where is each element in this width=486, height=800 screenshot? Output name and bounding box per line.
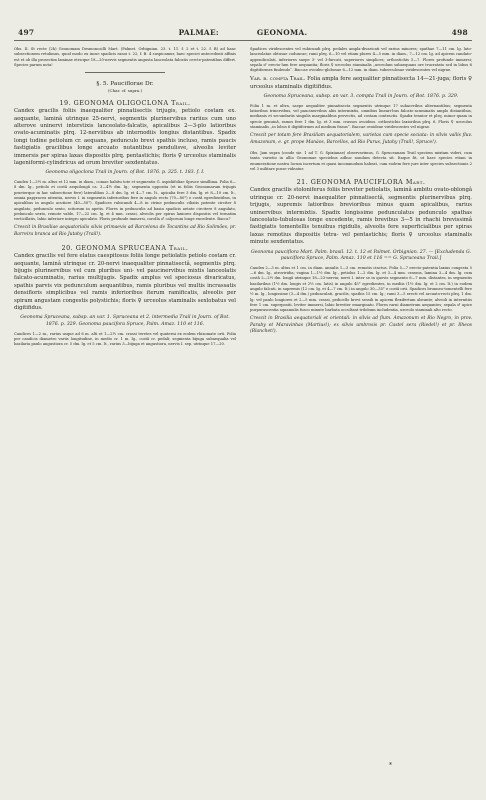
species-19-heading: 19. GEONOMA OLIGOCLONA Trail.	[59, 99, 191, 108]
variety-description: Folia 1 m. et ultra, saepe aequaliter pinnatisecta segmentis utrinque 17 subacrribus alternantibus; segmenta latioribus trinervibus, vel paucinervibus aliis intermixtis, omnibus lineari-bus falcato-acuminatis amplo distantibus, medianis et secundariis singulis marginalibus provectis, ad costam contractis. Spadix tenuior et plrq. minor quam in specie genuinâ, ramos fere 1 dm. lg. et 3 mm. crassos ovoideos. orthostichis laxioribus plrq. 6. Floris ♀ urceolus staminalis „in lobos 6 digitiformes ad medium fissus“. Baccae ovoideae viridescentes vel nigrae.	[250, 103, 472, 130]
species-19-locality: Crescit in Brasiliae aequatorialis silvis primaevis ad Barcelona de Tocantins ad Rio Solimões, pr. Barreira branca ad Rio Jutahy (Trail!).	[14, 225, 236, 237]
footer-mark: *	[389, 762, 392, 769]
section-character-note: (Char. cf. supra.)	[107, 88, 143, 94]
species-21-description: Caudex 2—3 m. altus et 1 cm. in diam. annulis 1—3 cm. remotis cinctus. Folia 5—7 erecto-patentia laxius congesta 5—6 dm. lg., atroviridia; vagina 1—1½ dm. lg., petiolus 1—2 dm. lg. et 3—4 mm. crassus, lamina 3—4 dm. lg. cum costâ 2—2½ dm. longâ utrinque 18—23-nervia; nervi I. inter se in quovis segmento 6—7 mm. distantes, in segmentis basilaribus (1½ dm. longis et 2½ cm. latis) in angulo 45° egredientes, in mediis (1½ dm. lg. et 2 cm. lt.) in eodem angulo falcati, in supremis (12 cm. lg. et 4—7 cm. lt.) in angulo 30—35° e costâ orti. Spadices brunneo-tomentelli fere ½ m. lg., longissime (3—4 dm.) pedunculati, gracilis, spathis 15 cm. lg.; rami 3—5 erecti vel arcuato-recti plrq. 1 dm. lg. vel paulo longiores et 2—5 mm. crassi, pedicello brevi sessili in apicem flexifertum abeunte; alveoli in internitiis fere 1 cm. superpositi, leviter immersi, labio breviter emarginato. Flores rarni diametrum aequantes; sepala ♂ apice purpurascentia squamulis fusco minute barbata occultant trilobum includentia, urceolo staminali alto recto.	[250, 265, 472, 313]
variety-heading: Var. β. compta Trail.	[250, 76, 306, 83]
running-title	[179, 28, 308, 37]
species-19-description: Caudex 1—2½ m. altus et 12 mm. in diam., comae habitu tote et segmentis G. aspidiifoliae Spruce simillima. Folia 6—8 dm. lg., petiolo et costâ aequilongâ ca. 3—4½ dm. lg.; segmenta opposita (et in foliis Geonomarum trijugis praeterque in hac subsectione fere) lateralibus 2—8 dm. lg. et 4—7 cm. lt., apicalia fere 3 dm. lg. et 8—10 cm. lt., omnia papyracea nitentia, nervis I. in segmentis inferioribus fere in angulo recto (70—80°) e costâ egredientibus, in apicalibus in angulo acutiore (40—50°). Spadices rubicundi 4—8 in ctrine pedunculis ciliatis patente circiter 8 angulato, pedunculo sexto, scitorum in apetis. Flores in pedunculis ad basin spadicis aetate circitere 8 angulato, pedunculo sexto, remote valde, 17—22 cm. lg. et 4 mm. crassi, alveolis per spiras laxiores dispositis vel ternatim verticillatis, labio inferiore integro apiculato. Floris profunde immersi, corolla ♂ calyceum longe excedente. Bacca?	[14, 180, 236, 222]
variety-beta	[250, 76, 472, 91]
variety-locality: Crescit per totam fere Brasiliam aequatorialem, varietas cum specie sociata: in silvis vallis fluv. Amazonum, e. gr. prope Manáos, Barcellos, ad Rio Purus, Jutahy (Trail!, Spruce!).	[250, 133, 472, 145]
species-20-diagnosis: Candex gracilis vel fere elatus caespitosus foliis longe petiolatis petiolo costam cr. aequante, laminâ utrinque cr. 20-nervi inaequaliter pinnatisectâ, segmentis plrq. bijugis plurinervibus vel cum pluribus uni- vel paucinervibus mixtis lanceolatis falcato-acuminatis, rarius multijugis. Spadix amplus vel speciosus divaricatus, spathis parvis vix pedunculum aequantibus, ramis pluribus vel multis incrassatis densifloris simplicibus vel ramis inferioribus iterum ramificatis, alveolis per spiram angustam congestis polystichis; floris ♀ urceolus staminalis sexlobatus vel digitifidus.	[14, 253, 236, 312]
left-page-number: 497	[18, 28, 35, 37]
right-running-title: GEONOMA.	[256, 28, 308, 37]
variety-diagnosis: Folia ampla fere aequaliter pinnatisecta 14—21-juga; floris ♀ urceolus staminalis digitifidus.	[250, 76, 473, 90]
left-running-title: PALMAE:	[178, 28, 219, 37]
page-header	[14, 28, 472, 41]
right-page-number: 498	[451, 28, 468, 37]
observation-note: Obs. Jam supra (conde sie. 1 ad T. G. Spixianae) observavimus, G. Spruceanam Trail speciem mixtam videri, cum tanta varietio in allio Geonomae speciebus adhuc nondum detecta sit. Itaque fit, ut haec species etiam in enumeratione nostra locum incertum et quasi incommodum habeat, cum eodem fere jure inter species subsectionis 2 vel 3 militare posse videatur.	[250, 151, 472, 172]
right-top-note: Spadices viridescentes vel rubicundi plrq. pedales ampla-divaricati vel rarius minores; spathae 7—11 cm. lg. lato-lanceolatae obtusae coduncae; rami plrq. 6—10 vel etiam plures 4—5 mm. in diam., 7—12 cm. lg. ad apicem candato-appendiculati, inferiores saepe 3- vel 3-furcati, superiores simplices; orthostichis 5—7. Flores profunde immersi; sepala ♂ erecto-lum fere aequantia; floris ♀ urceolus staminalis „urceolum subaequans ore trucratato sed in lobos 6 digitiformes findendo“. Baccae ovoideo-globosae 6—12 mm. in diam. tuberculosae viridescentes vel nigrae.	[250, 47, 472, 73]
species-21-heading: 21. GEONOMA PAUCIFLORA Mart.	[296, 178, 426, 187]
species-20-heading: 20. GEONOMA SPRUCEANA Trail.	[61, 244, 189, 253]
right-column	[250, 47, 472, 351]
section-heading: §. 5. Pauciflorae Dr.	[96, 81, 154, 88]
species-19-citation: Geonoma oligoclona Trail in Journ. of Bot. 1876. p. 325. t. 183. f. I.	[45, 170, 205, 176]
species-21-diagnosis: Candex gracilis stoloniferus foliis breviter petiolatis, laminâ ambitu ovato-oblongâ utrinque cr. 20-nervi inaequaliter pinnatisectâ, segmentis plurinervibus plrq. trijugis, supremis latioribus brevioribus minus quam apicalibus, rarius uninervibus intermixtis. Spadix longissime pedunculatus pedunculo spathas lanceolato-tubulosas longe excedente, ramis brevibus 3—5 in rhachi brevissimâ fastigiatis tomentellis tenuibus rigidulis, alveolis fere superficialibus per spiras laxas remotius dispositis tetra- vel pentastichis; floris ♀ urceolus staminalis minute sexdentatus.	[250, 187, 472, 246]
species-20-description: Caudices 1—2 m., rarius usque ad 6 m. alti et 1—2½ cm. crassi teretes vel quaterni ex eodem rhizomate orti. Folia per candicis diametro variis longitudine, in medio cr. 1 m. lg., costâ cr. pedali; segmenta bijuga subaequalia vel basilaria paulo angustiora cr. 5 dm. lg. et 5 cm. lt., rarius 3—bijuga et angustiora, nervis I. sep. utrinque 17—20.	[14, 331, 236, 347]
text-columns	[14, 47, 472, 351]
species-20-citation: Geonoma Spruceana, subsp. an var. 1. Spruceana et 2. intermedia Trail in Journ. of Bot. 1876. p. 329. Geonoma paucifora Spruce, Palm. Amaz. 110 et 116.	[20, 315, 230, 328]
left-top-note: Obs. II. St recte (2h) Geonomam Desmoncoilli Mart. (Palmet. Orbignian. 23. t. 11. f. 2 et t. 22. f. B) ad hanc subsectionem retulimus, quod modo ex inose spadicis ranoi t. 22, f. B. 4 suspicamur, haec speciei antecedenti affinis est et ob illa prosectim laminae etricque 18—20-nervis segmentis angusta lanceolata falcatis cercte-patentibus differt. Species parum nota!	[14, 47, 237, 67]
species-19-diagnosis: Candex gracilis foliis inaequaliter pinnatisectis trijugis, petiolo costam ex. aequante, laminâ utrinque 25-nervi, segmentis plurinervibus rariius cum uno alterove uninervi interstixis lanceolato-falcatis, apicalibus 2—3-plo latioribus ovato-acuminatis plrq. 12-nerviibus ab internodiis longius distantibus. Spadix longi tudine petiolum cr. aequans, pedunculo brevi spathis incluso, ramis paucis fastigiatis gracilibus longe arcuato nutantibus pendulisve, alveolis leviter immersis per spiras laxas dispositis plrq. pentastichis; floris ♀ urceolus staminalis lageniformi-cylindricus ad orum breviter sexdentatus.	[14, 108, 236, 167]
left-column	[14, 47, 236, 351]
species-21-locality: Crescit in Brasilia aequatoriali et orientali: in silvis ad flum. Amazonum et Rio Negro, in prov. Paraby et Maravinhas (Martius!); ex silvis umbrosis pr. Castel sera (Riedel!) et pr. Ilheos (Blanchet!).	[250, 316, 472, 335]
divider	[85, 72, 165, 73]
species-21-citation: Geonoma pauciflora Mart. Palm. brasil. 12. t. 12 et Palmet. Orbignian. 27. — [Excludenda G. pauciflora Spruce, Palm. Amaz. 110 et 116 == G. Spruceana Trail.]	[250, 249, 472, 262]
variety-citation: Geonoma Spruceana, subsp. an var. 3. compta Trail in Journ. of Bot. 1876. p. 329.	[263, 94, 459, 100]
